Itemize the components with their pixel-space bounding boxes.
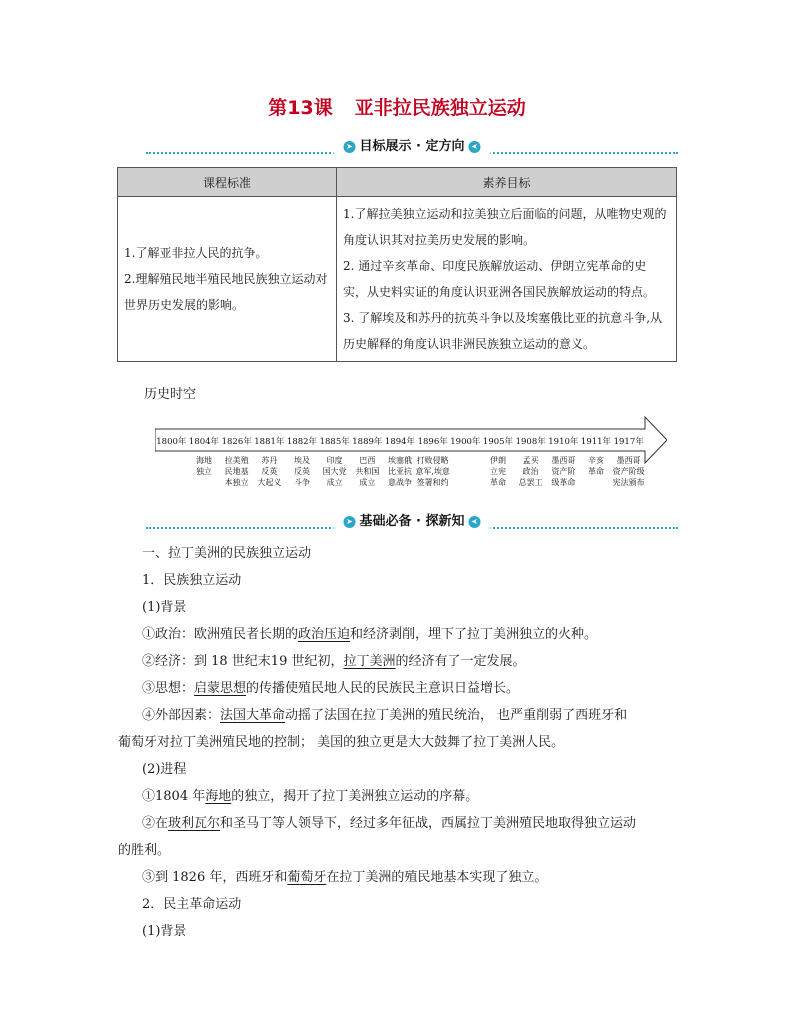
standards-cell	[118, 197, 337, 362]
timeline-event-label: 埃及	[294, 456, 310, 465]
subheading-background-2: (1)背景	[142, 924, 187, 939]
timeline-event-label: 反英	[294, 467, 310, 476]
paragraph-1826: ③到 1826 年，西班牙和葡萄牙在拉丁美洲的殖民地基本实现了独立。	[142, 870, 548, 885]
timeline-year-label: 1800年	[156, 437, 187, 447]
timeline-event-label: 比亚抗	[388, 467, 412, 476]
timeline-year-label: 1804年	[188, 437, 220, 447]
timeline-event-label: 伊朗	[490, 456, 506, 465]
history-timeline	[155, 415, 667, 495]
timeline-event-label: 意军,埃意	[415, 467, 450, 476]
arrow-right-icon: ➤	[344, 516, 356, 528]
paragraph-external-cont: 葡萄牙对拉丁美洲殖民地的控制； 美国的独立更是大大鼓舞了拉丁美洲人民。	[118, 735, 565, 750]
fill-blank: 葡萄牙	[287, 870, 327, 885]
fill-blank: 政治压迫	[298, 627, 351, 642]
timeline-event-label: 共和国	[355, 467, 380, 476]
fill-blank: 拉丁美洲	[343, 654, 396, 669]
timeline-event-label: 孟买	[522, 456, 539, 465]
timeline-year-label: 1826年	[221, 437, 252, 447]
section-basics-label: 基础必备 · 探新知	[359, 514, 465, 529]
fill-blank: 海地	[205, 789, 232, 804]
timeline-event-label: 巴西	[359, 456, 376, 465]
paragraph-external: ④外部因素：法国大革命动摇了法国在拉丁美洲的殖民统治， 也严重削弱了西班牙和	[142, 708, 628, 723]
timeline-event-label: 革命	[490, 478, 506, 487]
subheading-progress: (2)进程	[142, 762, 187, 777]
lesson-name: 亚非拉民族独立运动	[354, 97, 526, 119]
standards-table	[117, 167, 677, 362]
timeline-year-label: 1908年	[515, 437, 546, 447]
timeline-event-label: 埃塞俄	[388, 456, 412, 465]
paragraph-economy: ②经济：到 18 世纪末19 世纪初，拉丁美洲的经济有了一定发展。	[142, 654, 526, 669]
section-header-basics	[146, 508, 678, 536]
goal-item: 1.了解拉美独立运动和拉美独立后面临的问题，从唯物史观的角度认识其对拉美历史发展的影响。	[343, 207, 667, 247]
history-label: 历史时空	[144, 387, 197, 402]
standard-item: 1.了解亚非拉人民的抗争。	[124, 246, 268, 260]
fill-blank: 玻利瓦尔	[168, 816, 221, 831]
paragraph-bolivar: ②在玻利瓦尔和圣马丁等人领导下，经过多年征战，西属拉丁美洲殖民地取得独立运动	[142, 816, 637, 831]
timeline-event-label: 立宪	[490, 467, 506, 476]
arrow-right-icon: ➤	[344, 141, 356, 153]
timeline-event-label: 反英	[261, 467, 278, 476]
timeline-year-label: 1889年	[352, 437, 383, 447]
timeline-event-label: 印度	[326, 456, 343, 465]
timeline-event-label: 打败侵略	[416, 456, 449, 465]
timeline-event-label: 拉美殖	[224, 456, 249, 465]
table-header-goals: 素养目标	[337, 168, 677, 197]
timeline-year-label: 1885年	[319, 437, 350, 447]
arrow-left-icon: ➤	[469, 516, 481, 528]
goal-item: 2. 通过辛亥革命、印度民族解放运动、伊朗立宪革命的史实，从史料实证的角度认识亚洲各国民族解放运动的特点。	[343, 259, 656, 299]
timeline-event-label: 国大党	[322, 467, 347, 476]
subheading-background: (1)背景	[142, 600, 187, 615]
arrow-left-icon: ➤	[469, 141, 481, 153]
section-goals-label: 目标展示 · 定方向	[359, 139, 465, 154]
heading-1: 一、拉丁美洲的民族独立运动	[142, 546, 312, 561]
timeline-event-label: 斗争	[294, 478, 310, 487]
timeline-event-label: 资产阶级	[612, 467, 645, 476]
goal-item: 3. 了解埃及和苏丹的抗英斗争以及埃塞俄比亚的抗意斗争,从历史解释的角度认识非洲民族独立运动的意义。	[343, 311, 663, 351]
timeline-event-label: 大起义	[257, 478, 282, 487]
timeline-event-label: 成立	[326, 478, 343, 487]
paragraph-bolivar-cont: 的胜利。	[118, 843, 171, 858]
paragraph-haiti: ①1804 年海地的独立，揭开了拉丁美洲独立运动的序幕。	[142, 789, 479, 804]
timeline-year-label: 1900年	[450, 437, 481, 447]
fill-blank: 启蒙思想	[194, 681, 247, 696]
fill-blank: 法国大革命	[220, 708, 286, 723]
timeline-event-label: 意战争	[388, 478, 412, 487]
timeline-event-label: 签署和约	[416, 478, 449, 487]
paragraph-thought: ③思想：启蒙思想的传播使殖民地人民的民族民主意识日益增长。	[142, 681, 520, 696]
content-body	[118, 540, 680, 945]
timeline-event-label: 本独立	[224, 478, 249, 487]
timeline-event-label: 总罢工	[518, 478, 543, 487]
goals-cell	[337, 197, 677, 362]
timeline-year-label: 1905年	[482, 437, 514, 447]
timeline-event-label: 墨西哥	[551, 456, 576, 465]
table-header-standard: 课程标准	[118, 168, 337, 197]
timeline-year-label: 1896年	[417, 437, 448, 447]
timeline-year-label: 1911年	[580, 437, 612, 447]
timeline-event-label: 苏丹	[261, 456, 278, 465]
timeline-year-label: 1917年	[613, 437, 644, 447]
timeline-event-label: 墨西哥	[616, 456, 641, 465]
timeline-event-label: 独立	[196, 467, 212, 476]
standard-item: 2.理解殖民地半殖民地民族独立运动对世界历史发展的影响。	[124, 272, 328, 312]
timeline-event-label: 革命	[588, 467, 604, 476]
timeline-event-label: 成立	[359, 478, 376, 487]
paragraph-politics: ①政治：欧洲殖民者长期的政治压迫和经济剥削，埋下了拉丁美洲独立的火种。	[142, 627, 598, 642]
heading-1-1: 1．民族独立运动	[142, 573, 242, 588]
section-header-goals	[146, 133, 678, 161]
heading-1-2: 2．民主革命运动	[142, 897, 242, 912]
timeline-event-label: 政治	[522, 467, 539, 476]
lesson-number: 第13课	[268, 97, 333, 119]
timeline-year-label: 1882年	[286, 437, 318, 447]
page-title	[0, 93, 794, 120]
timeline-event-label: 民地基	[224, 467, 249, 476]
timeline-year-label: 1910年	[548, 437, 579, 447]
timeline-year-label: 1894年	[384, 437, 416, 447]
timeline-event-label: 辛亥	[588, 456, 604, 465]
timeline-event-label: 海地	[196, 456, 212, 465]
timeline-year-label: 1881年	[254, 437, 285, 447]
timeline-event-label: 级革命	[551, 478, 576, 487]
timeline-event-label: 资产阶	[551, 467, 576, 476]
timeline-event-label: 宪法颁布	[612, 478, 645, 487]
